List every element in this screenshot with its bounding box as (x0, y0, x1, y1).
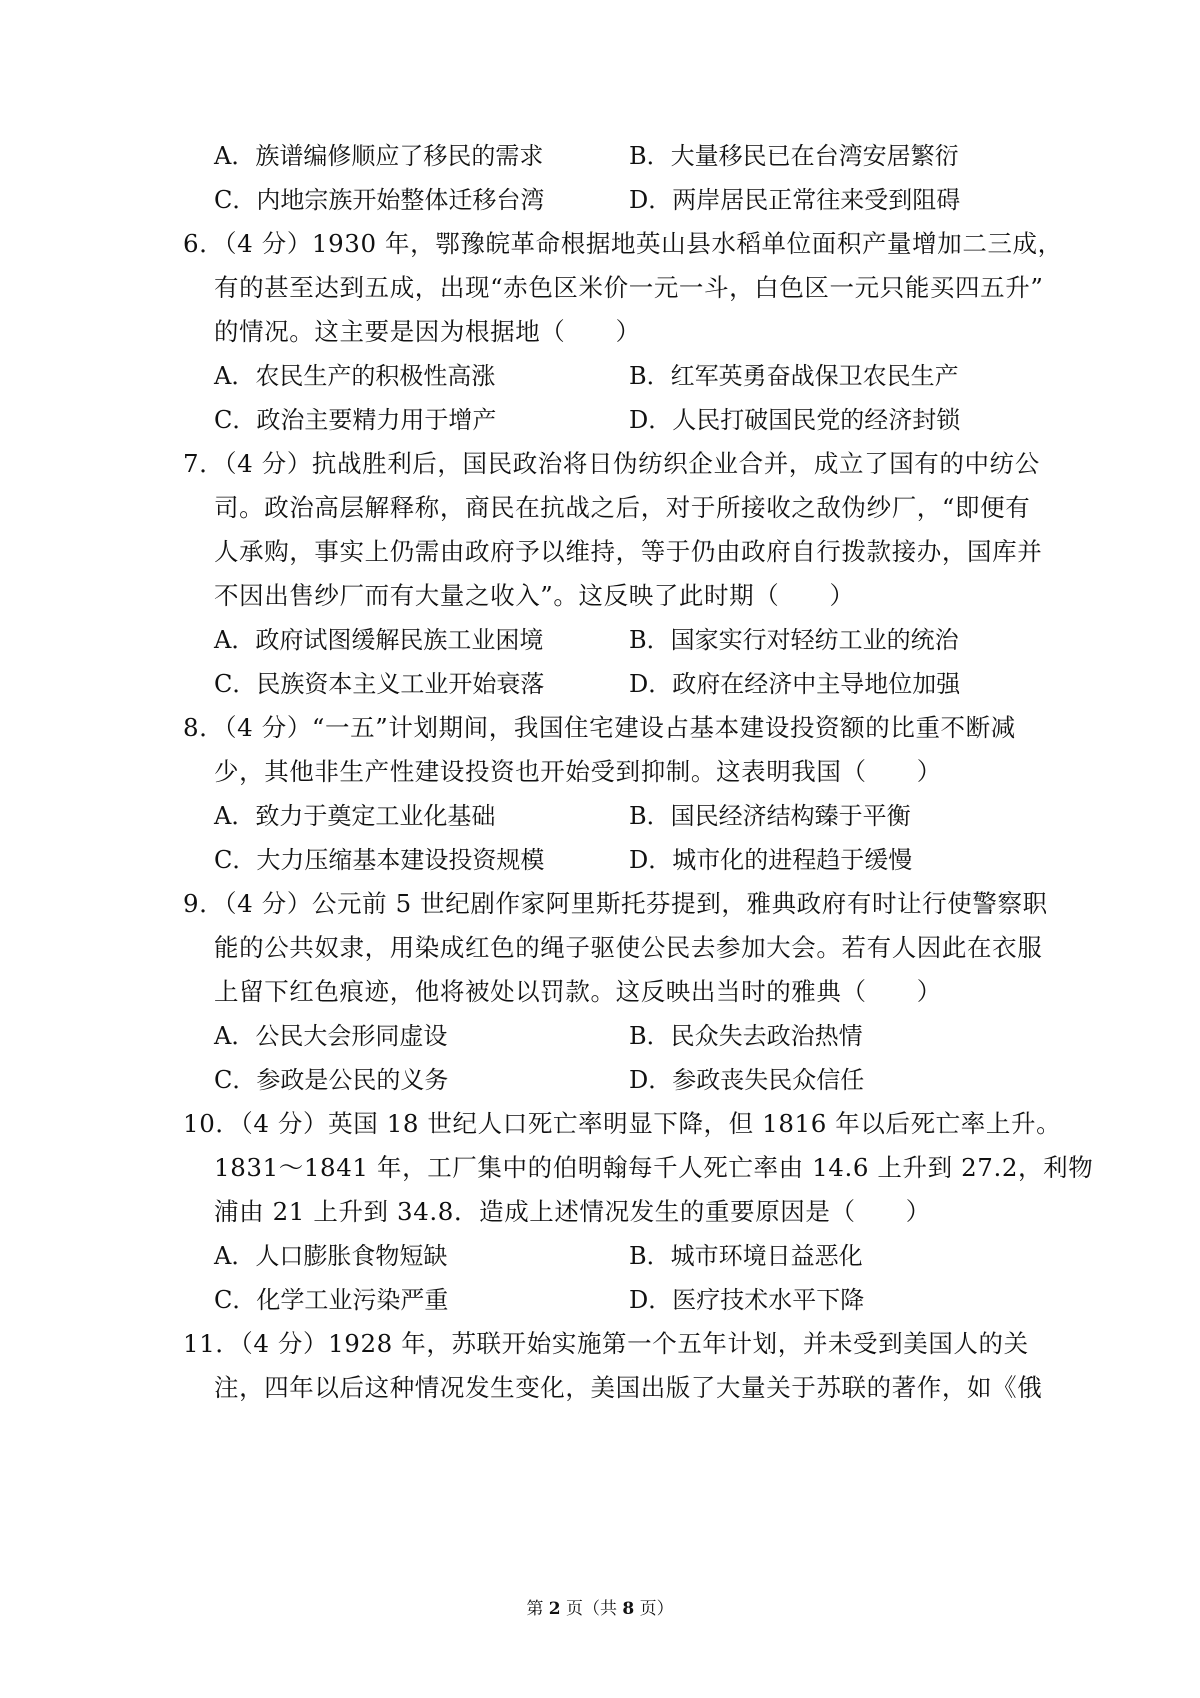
q9-line-1: 9．（4 分）公元前 5 世纪剧作家阿里斯托芬提到，雅典政府有时让行使警察职 (183, 889, 1048, 918)
footer-suffix: 页） (634, 1599, 674, 1619)
footer-middle: 页（共 (560, 1599, 623, 1619)
q6-option-b: B．红军英勇奋战保卫农民生产 (629, 362, 959, 390)
q9-option-a: A．公民大会形同虚设 (214, 1022, 448, 1050)
q10-option-c: C．化学工业污染严重 (214, 1286, 449, 1314)
q8-option-b: B．国民经济结构臻于平衡 (629, 802, 911, 830)
q6-line-3: 的情况。这主要是因为根据地（ ） (214, 317, 641, 346)
q8-option-c: C．大力压缩基本建设投资规模 (214, 846, 545, 874)
q9-options-row-1 (214, 1012, 1094, 1060)
q5-option-a: A．族谱编修顺应了移民的需求 (214, 142, 544, 170)
q6-options-row-1 (214, 352, 1094, 400)
page-footer (0, 1594, 1200, 1619)
q10-line-2: 1831～1841 年，工厂集中的伯明翰每千人死亡率由 14.6 上升到 27.2，利物 (214, 1153, 1094, 1182)
q9-line-2: 能的公共奴隶，用染成红色的绳子驱使公民去参加大会。若有人因此在衣服 (214, 933, 1043, 962)
q8-options-row-1 (214, 792, 1094, 840)
q6-option-c: C．政治主要精力用于增产 (214, 406, 497, 434)
q6-options-row-2 (214, 396, 1094, 444)
q9-option-b: B．民众失去政治热情 (629, 1022, 863, 1050)
q7-option-a: A．政府试图缓解民族工业困境 (214, 626, 544, 654)
q8-option-d: D．城市化的进程趋于缓慢 (629, 846, 913, 874)
q6-option-d: D．人民打破国民党的经济封锁 (629, 406, 961, 434)
q8-options-row-2 (214, 836, 1094, 884)
q5-options-row-1 (214, 132, 1094, 180)
q6-line-2: 有的甚至达到五成，出现“赤色区米价一元一斗，白色区一元只能买四五升” (214, 273, 1044, 302)
q9-option-c: C．参政是公民的义务 (214, 1066, 449, 1094)
q10-option-a: A．人口膨胀食物短缺 (214, 1242, 448, 1270)
q8-line-1: 8．（4 分）“一五”计划期间，我国住宅建设占基本建设投资额的比重不断减 (183, 713, 1016, 742)
q7-line-3: 人承购，事实上仍需由政府予以维持，等于仍由政府自行拨款接办，国库并 (214, 537, 1043, 566)
q7-line-4: 不因出售纱厂而有大量之收入”。这反映了此时期（ ） (214, 581, 855, 610)
q9-options-row-2 (214, 1056, 1094, 1104)
q6-line-1: 6．（4 分）1930 年，鄂豫皖革命根据地英山县水稻单位面积产量增加二三成， (183, 229, 1063, 258)
q7-option-d: D．政府在经济中主导地位加强 (629, 670, 961, 698)
q10-line-1: 10．（4 分）英国 18 世纪人口死亡率明显下降，但 1816 年以后死亡率上升。 (183, 1109, 1062, 1138)
q10-options-row-2 (214, 1276, 1094, 1324)
q9-option-d: D．参政丧失民众信任 (629, 1066, 865, 1094)
q11-line-1: 11．（4 分）1928 年，苏联开始实施第一个五年计划，并未受到美国人的关 (183, 1329, 1029, 1358)
q5-option-d: D．两岸居民正常往来受到阻碍 (629, 186, 961, 214)
q6-option-a: A．农民生产的积极性高涨 (214, 362, 496, 390)
footer-total-pages: 8 (622, 1599, 635, 1619)
q7-options-row-2 (214, 660, 1094, 708)
q5-option-c: C．内地宗族开始整体迁移台湾 (214, 186, 545, 214)
footer-prefix: 第 (526, 1599, 549, 1619)
q5-option-b: B．大量移民已在台湾安居繁衍 (629, 142, 959, 170)
q11-line-2: 注，四年以后这种情况发生变化，美国出版了大量关于苏联的著作，如《俄 (214, 1373, 1043, 1402)
q7-line-2: 司。政治高层解释称，商民在抗战之后，对于所接收之敌伪纱厂，“即便有 (214, 493, 1031, 522)
q10-line-3: 浦由 21 上升到 34.8．造成上述情况发生的重要原因是（ ） (214, 1197, 931, 1226)
q9-line-3: 上留下红色痕迹，他将被处以罚款。这反映出当时的雅典（ ） (214, 977, 942, 1006)
q7-options-row-1 (214, 616, 1094, 664)
q10-option-b: B．城市环境日益恶化 (629, 1242, 863, 1270)
q10-options-row-1 (214, 1232, 1094, 1280)
q7-option-c: C．民族资本主义工业开始衰落 (214, 670, 545, 698)
q7-line-1: 7．（4 分）抗战胜利后，国民政治将日伪纺织企业合并，成立了国有的中纺公 (183, 449, 1040, 478)
q7-option-b: B．国家实行对轻纺工业的统治 (629, 626, 959, 654)
q8-option-a: A．致力于奠定工业化基础 (214, 802, 496, 830)
q10-option-d: D．医疗技术水平下降 (629, 1286, 865, 1314)
q8-line-2: 少，其他非生产性建设投资也开始受到抑制。这表明我国（ ） (214, 757, 942, 786)
q5-options-row-2 (214, 176, 1094, 224)
footer-page-number: 2 (548, 1599, 561, 1619)
